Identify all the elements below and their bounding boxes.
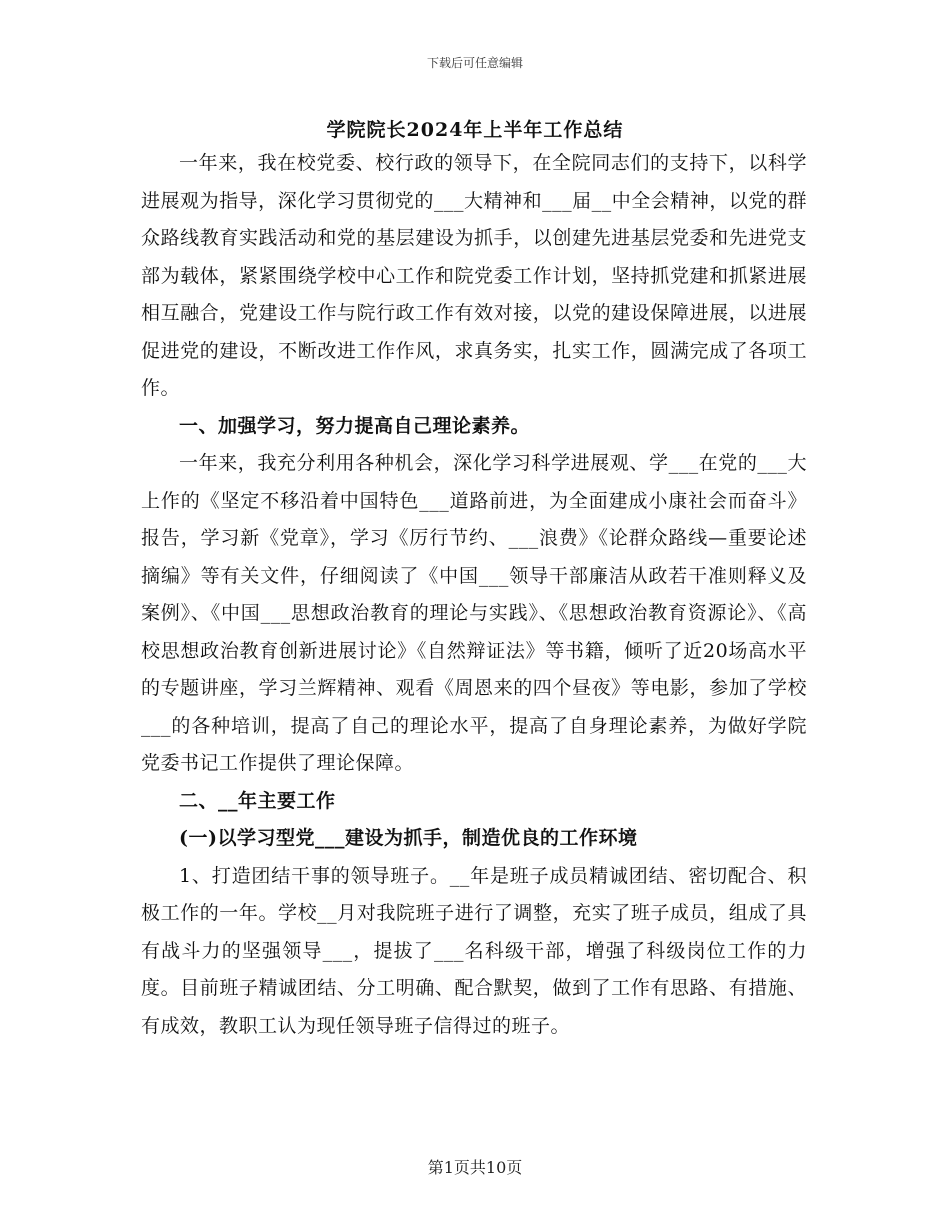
section2-heading: 二、__年主要工作: [179, 789, 336, 812]
intro-paragraph: 一年来，我在校党委、校行政的领导下，在全院同志们的支持下，以科学进展观为指导，深化学习贯彻党的___大精神和___届__中全会精神，以党的群众路线教育实践活动和党的基层建设为抓手，以创建先进基层党委和先进党支部为载体，紧紧围绕学校中心工作和院党委工作计划，坚持抓党建和抓紧进展相互融合，党建设工作与院行政工作有效对接，以党的建设保障进展，以进展促进党的建设，不断改进工作作风，求真务实，扎实工作，圆满完成了各项工作。: [141, 152, 807, 399]
section1-heading: 一、加强学习，努力提高自己理论素养。: [179, 414, 531, 437]
header-note: 下载后可任意编辑: [426, 56, 523, 70]
page-footer: 第1页共10页: [427, 1158, 523, 1177]
document-title: 学院院长2024年上半年工作总结: [326, 119, 624, 141]
subsection1-heading: (一)以学习型党___建设为抓手，制造优良的工作环境: [179, 827, 638, 849]
section1-paragraph: 一年来，我充分利用各种机会，深化学习科学进展观、学___在党的___大上作的《坚定不移沿着中国特色___道路前进，为全面建成小康社会而奋斗》报告，学习新《党章》，学习《厉行节约、___浪费》《论群众路线—重要论述摘编》等有关文件，仔细阅读了《中国___领导干部廉洁从政若干准则释义及案例》、《中国___思想政治教育的理论与实践》、《思想政治教育资源论》、《高校思想政治教育创新进展讨论》《自然辩证法》等书籍，倾听了近20场高水平的专题讲座，学习兰辉精神、观看《周恩来的四个昼夜》等电影，参加了学校___的各种培训，提高了自己的理论水平，提高了自身理论素养，为做好学院党委书记工作提供了理论保障。: [141, 452, 807, 774]
item1-paragraph: 1、打造团结干事的领导班子。__年是班子成员精诚团结、密切配合、积极工作的一年。学校__月对我院班子进行了调整，充实了班子成员，组成了具有战斗力的坚强领导___，提拔了___名科级干部，增强了科级岗位工作的力度。目前班子精诚团结、分工明确、配合默契，做到了工作有思路、有措施、有成效，教职工认为现任领导班子信得过的班子。: [141, 864, 807, 1037]
document-body: [141, 145, 807, 1045]
